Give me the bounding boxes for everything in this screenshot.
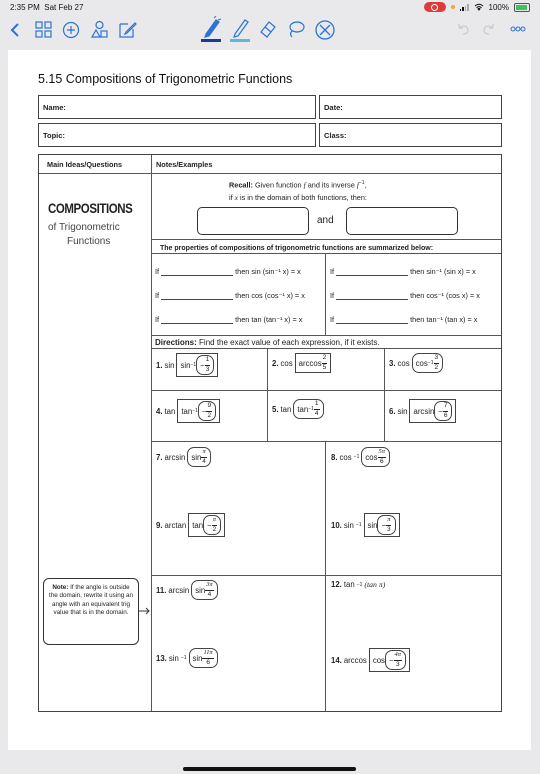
property-row-1-right: If then sin⁻¹ (sin x) = x	[330, 267, 476, 276]
problem-7[interactable]: 7. arcsin sin $\frac{\pi}{4}$	[156, 447, 211, 467]
property-row-2-left: If then cos (cos⁻¹ x) = x	[155, 291, 305, 300]
back-chevron-icon[interactable]	[10, 22, 20, 38]
arrow-right-icon	[139, 607, 151, 615]
redo-icon[interactable]	[482, 22, 496, 36]
problem-11[interactable]: 11. arcsin sin $\frac{3\pi}{4}$	[156, 580, 218, 600]
home-indicator[interactable]	[183, 767, 356, 771]
side-subtitle-1: of Trigonometric	[48, 222, 120, 233]
add-page-icon[interactable]	[62, 21, 80, 39]
recall-line-2: if x is in the domain of both functions, then:	[229, 193, 367, 202]
battery-percent: 100%	[488, 2, 509, 12]
property-row-3-right: If then tan⁻¹ (tan x) = x	[330, 315, 478, 324]
problem-6[interactable]: 6. sin arcsin − $\frac{7}{6}$	[389, 399, 456, 423]
date-label: Date:	[324, 103, 343, 112]
problem-2[interactable]: 2. cos arccos $\frac{2}{5}$	[272, 353, 331, 373]
eraser-tool-icon[interactable]	[258, 19, 278, 39]
problem-13[interactable]: 13. sin −1 sin $\frac{11\pi}{6}$	[156, 648, 218, 668]
problem-12[interactable]: 12. tan −1 (tan π)	[331, 580, 386, 589]
property-row-2-right: If then cos⁻¹ (cos x) = x	[330, 291, 480, 300]
directions: Directions: Find the exact value of each expression, if it exists.	[155, 338, 380, 347]
signal-icon	[460, 4, 469, 11]
recall-line-1: Recall: Given function f and its inverse $f^{-1}$,	[229, 180, 367, 190]
problem-9[interactable]: 9. arctan tan − $\frac{\pi}{2}$	[156, 513, 225, 537]
properties-header: The properties of compositions of trigonometric functions are summarized below:	[160, 245, 434, 252]
toolbar	[0, 14, 540, 46]
highlighter-tool-icon[interactable]	[228, 16, 252, 42]
status-bar	[0, 0, 540, 14]
lasso-tool-icon[interactable]	[286, 20, 306, 40]
name-field[interactable]	[38, 95, 316, 119]
date-field[interactable]	[319, 95, 502, 119]
page-title: 5.15 Compositions of Trigonometric Functions	[38, 72, 293, 86]
side-subtitle-2: Functions	[67, 236, 111, 247]
wifi-icon	[474, 3, 484, 11]
answer-box-right[interactable]	[346, 207, 458, 235]
grid-view-icon[interactable]	[35, 21, 52, 38]
orange-dot-icon	[451, 5, 455, 9]
document-page[interactable]	[8, 50, 531, 750]
problem-5[interactable]: 5. tan tan −1 $\frac{1}{4}$	[272, 399, 324, 419]
name-label: Name:	[43, 103, 66, 112]
problem-1[interactable]: 1. sin sin −1 − $\frac{1}{3}$	[156, 353, 218, 377]
problem-3[interactable]: 3. cos cos −1 $\frac{3}{2}$	[389, 353, 443, 373]
class-label: Class:	[324, 131, 347, 140]
property-row-1-left: If then sin (sin⁻¹ x) = x	[155, 267, 301, 276]
screen-record-icon[interactable]	[424, 2, 446, 12]
topic-label: Topic:	[43, 131, 65, 140]
undo-icon[interactable]	[456, 22, 470, 36]
pen-tool-icon[interactable]	[199, 16, 223, 42]
note-box: Note: If the angle is outside the domain, rewrite it using an angle with an equivalent trig value that is in the domain.	[43, 578, 139, 645]
status-time: 2:35 PM Sat Feb 27	[10, 3, 84, 12]
col1-header: Main Ideas/Questions	[47, 160, 123, 169]
answer-box-left[interactable]	[197, 207, 309, 235]
col2-header: Notes/Examples	[156, 160, 213, 169]
edit-icon[interactable]	[118, 20, 137, 39]
class-field[interactable]	[319, 123, 502, 147]
battery-icon	[514, 3, 530, 12]
shapes-icon[interactable]	[90, 20, 109, 39]
and-word: and	[317, 215, 334, 226]
property-row-3-left: If then tan (tan⁻¹ x) = x	[155, 315, 303, 324]
more-options-icon[interactable]	[510, 26, 526, 32]
problem-8[interactable]: 8. cos −1 cos $\frac{5\pi}{6}$	[331, 447, 390, 467]
close-circle-icon[interactable]	[314, 19, 336, 41]
problem-14[interactable]: 14. arccos cos − $\frac{4\pi}{3}$	[331, 648, 410, 672]
side-title: COMPOSITIONS	[48, 200, 133, 216]
problem-10[interactable]: 10. sin −1 sin − $\frac{\pi}{3}$	[331, 513, 400, 537]
topic-field[interactable]	[38, 123, 316, 147]
problem-4[interactable]: 4. tan tan −1 − $\frac{9}{2}$	[156, 399, 220, 423]
